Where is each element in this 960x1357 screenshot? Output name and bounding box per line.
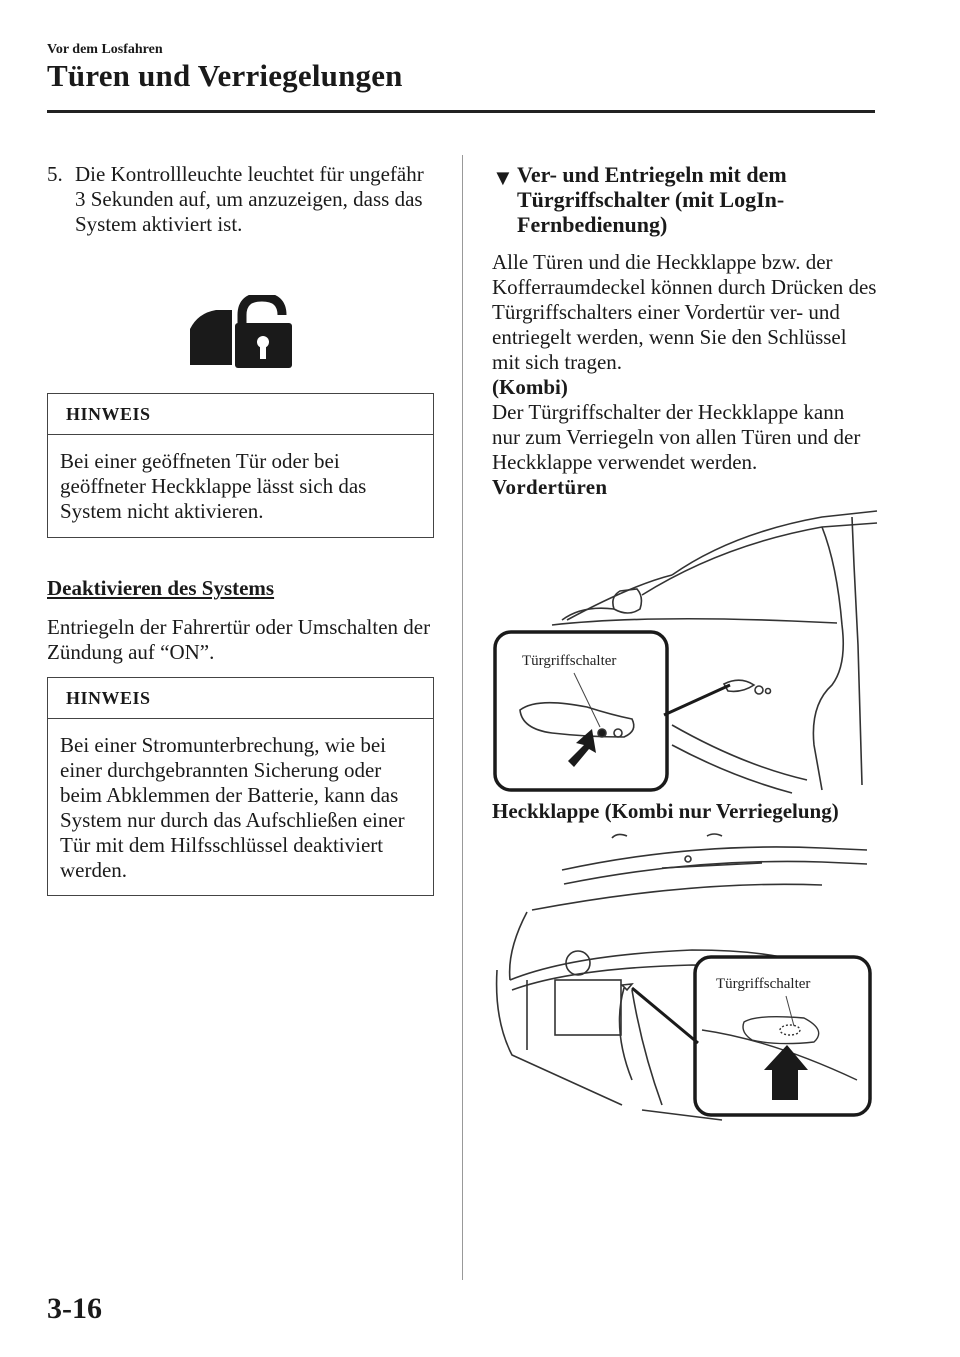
column-divider bbox=[462, 155, 463, 1280]
header-rule bbox=[47, 110, 875, 113]
note-text: Bei einer Stromunterbrechung, wie bei einer durchgebrannten Sicherung oder beim Abklemmen der Batterie, kann das System nur durch das Aufschließen einer Tür mit dem Hilfsschlüssel deaktiviert werden. bbox=[60, 733, 405, 882]
note-heading: HINWEIS bbox=[48, 394, 433, 435]
section-heading-text: Ver- und Entriegeln mit dem Türgriffschalter (mit LogIn-Fernbedienung) bbox=[517, 162, 787, 237]
section-heading bbox=[492, 162, 852, 237]
section-label: Vor dem Losfahren bbox=[47, 42, 163, 57]
section-body: Alle Türen und die Heckklappe bzw. der Kofferraumdeckel können durch Drücken des Türgriffschalters einer Vordertür ver- und entriegelt werden, wenn Sie den Schlüssel mit sich tragen. bbox=[492, 250, 877, 374]
note-heading: HINWEIS bbox=[48, 678, 433, 719]
deactivate-heading: Deaktivieren des Systems bbox=[47, 576, 275, 600]
note-box bbox=[47, 677, 434, 896]
step-text: Die Kontrollleuchte leuchtet für ungefähr 3 Sekunden auf, um anzuzeigen, dass das System aktiviert ist. bbox=[75, 162, 424, 236]
step-5 bbox=[47, 162, 437, 237]
tailgate-label: Heckklappe (Kombi nur Verriegelung) bbox=[492, 799, 839, 823]
front-door-illustration bbox=[492, 505, 882, 795]
tailgate-illustration bbox=[492, 830, 877, 1130]
page-number: 3-16 bbox=[47, 1292, 102, 1325]
kombi-label: (Kombi) bbox=[492, 375, 568, 399]
deactivate-text: Entriegeln der Fahrertür oder Umschalten der Zündung auf “ON”. bbox=[47, 615, 431, 664]
lock-indicator-icon bbox=[186, 295, 294, 373]
note-box bbox=[47, 393, 434, 538]
kombi-text: Der Türgriffschalter der Heckklappe kann nur zum Verriegeln von allen Türen und der Heckklappe verwendet werden. bbox=[492, 400, 861, 474]
chapter-title: Türen und Verriegelungen bbox=[47, 58, 403, 93]
front-doors-label: Vordertüren bbox=[492, 475, 608, 499]
front-callout-label: Türgriffschalter bbox=[522, 653, 617, 669]
rear-callout-label: Türgriffschalter bbox=[716, 976, 811, 992]
triangle-marker-icon: ▼ bbox=[492, 165, 514, 190]
step-number: 5. bbox=[47, 162, 63, 186]
note-text: Bei einer geöffneten Tür oder bei geöffneter Heckklappe lässt sich das System nicht aktivieren. bbox=[60, 449, 367, 523]
